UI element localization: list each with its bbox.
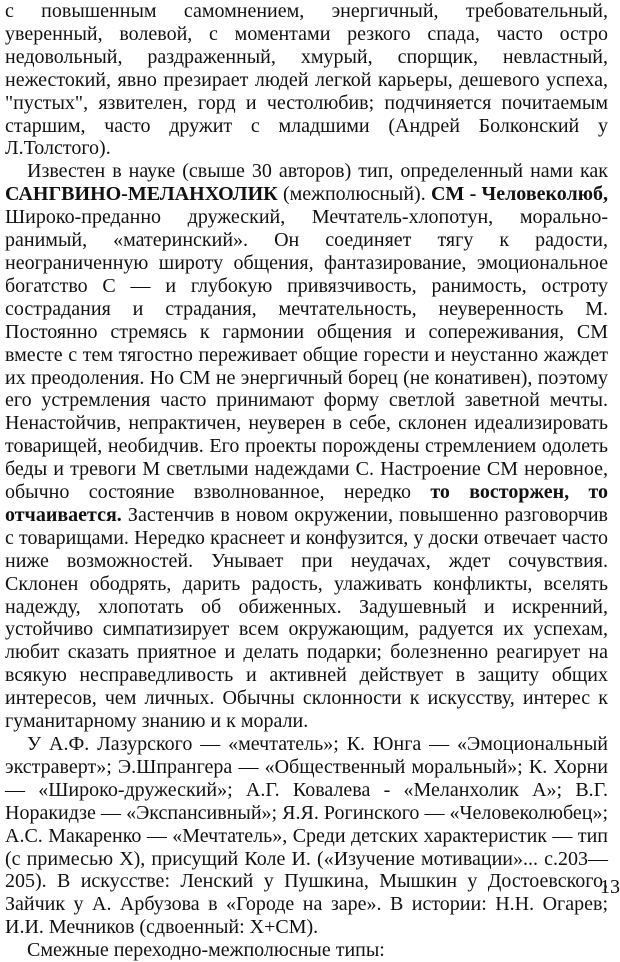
emphasis-bold: то восторжен, то отчаивается. [5, 481, 609, 526]
paragraph-sanguine-melancholic [5, 160, 608, 733]
paragraph-authors-references [5, 733, 608, 939]
paragraph-text: Смежные переходно-межполюсные типы: [27, 939, 385, 962]
paragraph-text: (межполюсный). [277, 183, 431, 206]
body-text [5, 0, 608, 962]
paragraph-adjacent-types [5, 939, 608, 962]
paragraph-character-description [5, 0, 608, 160]
paragraph-text: Известен в науке (свыше 30 авторов) тип, определенный нами как [27, 160, 608, 183]
type-alias-bold: СМ - Человеколюб, [430, 183, 608, 206]
paragraph-text: У А.Ф. Лазурского — «мечтатель»; К. Юнга — «Эмоциональный экстраверт»; Э.Шпрангера — «Общественный моральный»; К. Хорни — «Широко-дружеский»; А.Г. Ковалева - «Меланхолик А»; В.Г. Норакидзе — «Экспансивный»; Я.Я. Рогинского — «Человеколюбец»; А.С. Макаренко — «Мечтатель», Среди детских характеристик — тип (с примесью Х), присущий Коле И. («Изучение мотивации»... с.203—205). В искусстве: Ленский у Пушкина, Мышкин у Достоевского, Зайчик у А. Арбузова в «Городе на заре». В истории: Н.Н. Огарев; И.И. Мечников (сдвоенный: Х+СМ). [5, 733, 608, 939]
page-number: 13 [600, 876, 620, 898]
paragraph-text: Широко-преданно дружеский, Мечтатель-хлопотун, морально-ранимый, «материнский». Он соединяет тягу к радости, неограниченную широту общения, фантазирование, эмоциональное богатство С — и глубокую привязчивость, ранимость, остроту сострадания и страдания, мечтательность, неуверенность М. Постоянно стремясь к гармонии общения и сопереживания, СМ вместе с тем тягостно переживает общие горести и неустанно жаждет их преодоления. Но СМ не энергичный борец (не конативен), поэтому его устремления часто принимают форму светлой заветной мечты. Ненастойчив, непрактичен, неуверен в себе, склонен идеализировать товарищей, необидчив. Его проекты порождены стремлением одолеть беды и тревоги М светлыми надеждами С. Настроение СМ неровное, обычно состояние взволнованное, нередко [5, 206, 608, 504]
type-name-bold: САНГВИНО-МЕЛАНХОЛИК [5, 183, 278, 206]
paragraph-text: с повышенным самомнением, энергичный, требовательный, уверенный, волевой, с моментами резкого спада, часто остро недовольный, раздраженный, хмурый, спорщик, невластный, нежестокий, явно презирает людей легкой карьеры, дешевого успеха, "пустых", язвителен, горд и честолюбив; подчиняется почитаемым старшим, часто дружит с младшими (Андрей Болконский у Л.Толстого). [5, 0, 608, 160]
paragraph-text: Застенчив в новом окружении, повышенно разговорчив с товарищами. Нередко краснеет и конфузится, у доски отвечает часто ниже возможностей. Унывает при неудачах, ждет сочувствия. Склонен ободрять, дарить радость, улаживать конфликты, вселять надежду, хлопотать об обиженных. Задушевный и искренний, устойчиво симпатизирует всем окружающим, радуется их успехам, любит сказать приятное и делать подарки; болезненно реагирует на всякую несправедливость и активней действует в защиту общих интересов, чем личных. Обычны склонности к искусству, интерес к гуманитарному знанию и к морали. [5, 503, 608, 733]
